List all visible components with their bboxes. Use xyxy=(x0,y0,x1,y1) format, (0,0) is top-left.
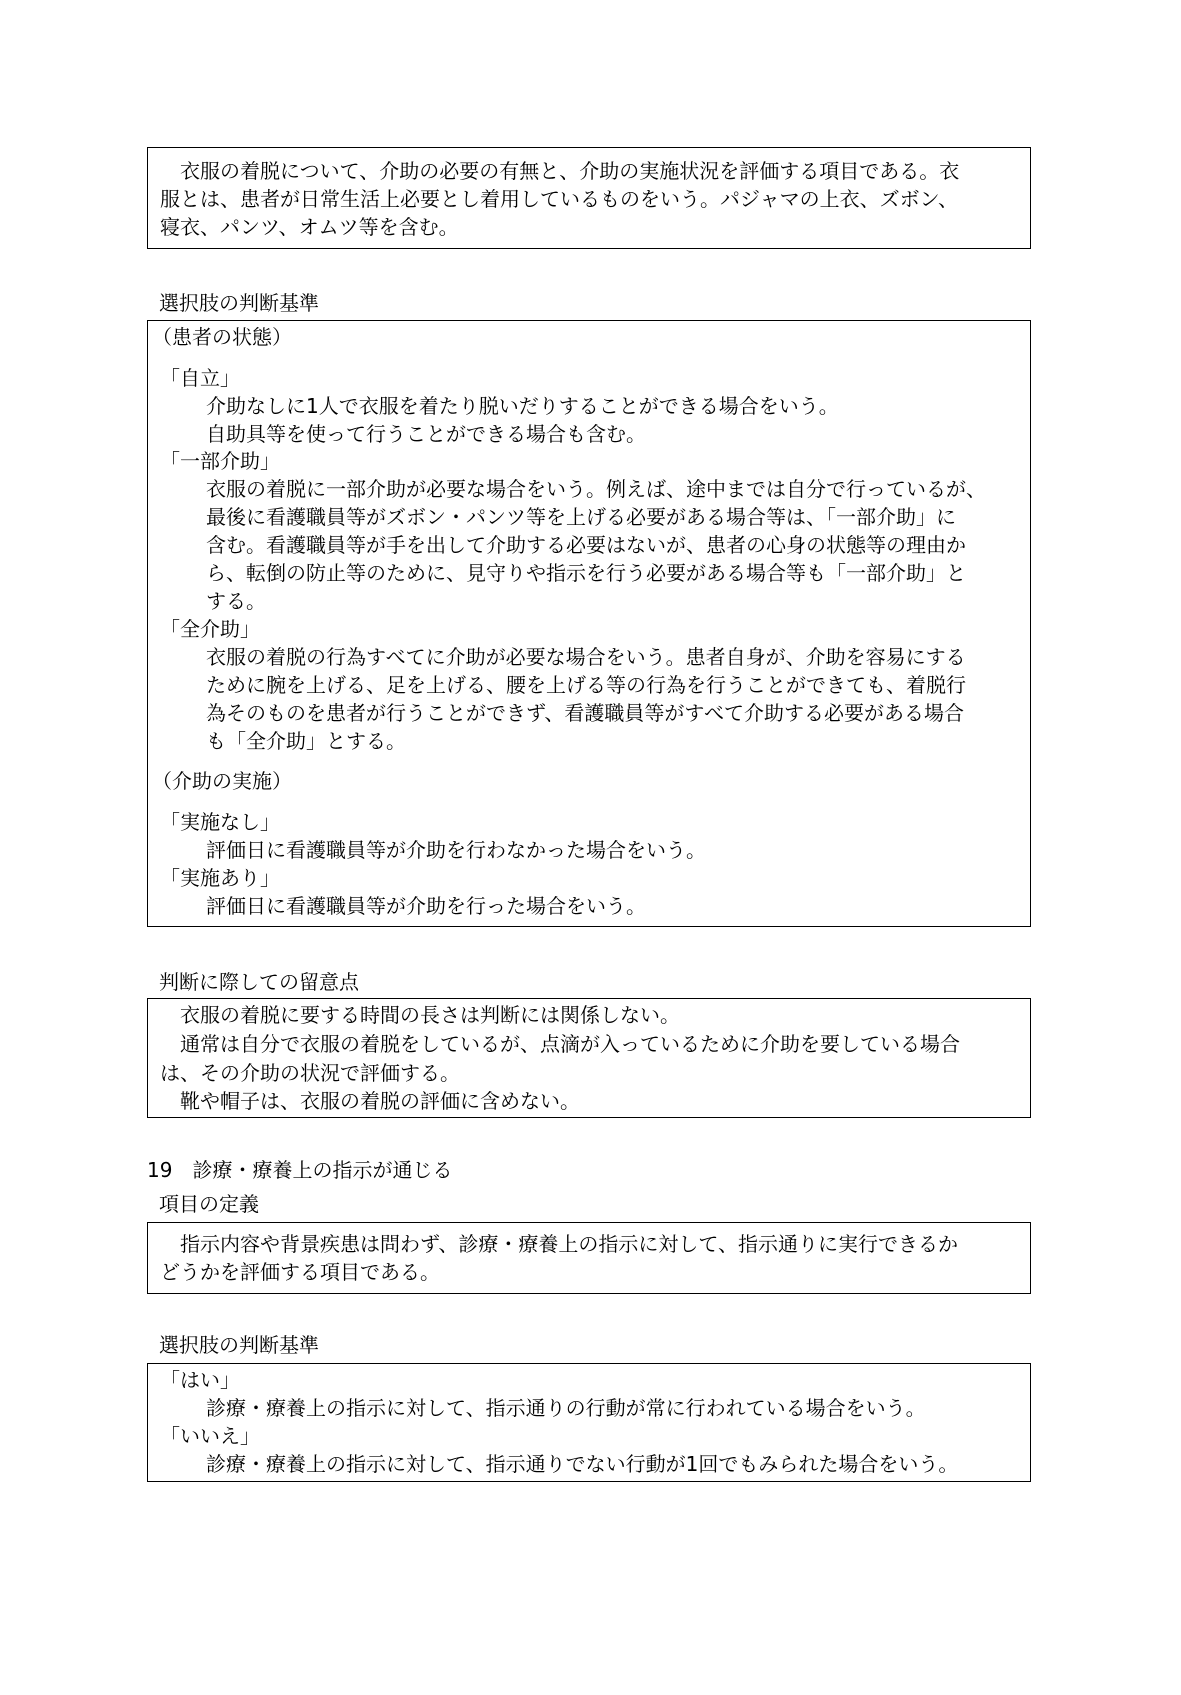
item19-definition-line: どうかを評価する項目である。 xyxy=(160,1260,440,1284)
notes-box xyxy=(147,998,1031,1118)
definition-line: 衣服の着脱について、介助の必要の有無と、介助の実施状況を評価する項目である。衣 xyxy=(160,159,960,183)
jiritsu-line: 介助なしに1人で衣服を着たり脱いだりすることができる場合をいう。 xyxy=(206,394,839,418)
nashi-line: 評価日に看護職員等が介助を行わなかった場合をいう。 xyxy=(206,838,706,862)
item19-criteria-box xyxy=(147,1363,1031,1482)
item19-definition-box xyxy=(147,1222,1031,1294)
ichibu-line: する。 xyxy=(206,589,266,613)
notes-line: 通常は自分で衣服の着脱をしているが、点滴が入っているために介助を要している場合 xyxy=(160,1032,960,1056)
section-heading-notes: 判断に際しての留意点 xyxy=(159,970,359,994)
notes-line: 靴や帽子は、衣服の着脱の評価に含めない。 xyxy=(160,1089,580,1113)
hai-line: 診療・療養上の指示に対して、指示通りの行動が常に行われている場合をいう。 xyxy=(206,1396,926,1420)
item19-definition-heading: 項目の定義 xyxy=(159,1192,259,1216)
zen-line: ために腕を上げる、足を上げる、腰を上げる等の行為を行うことができても、着脱行 xyxy=(206,673,966,697)
iie-line: 診療・療養上の指示に対して、指示通りでない行動が1回でもみられた場合をいう。 xyxy=(206,1452,959,1476)
zen-line: も「全介助」とする。 xyxy=(206,729,406,753)
ichibu-label: 「一部介助」 xyxy=(160,449,280,473)
section-heading-criteria: 選択肢の判断基準 xyxy=(159,291,319,315)
ichibu-line: ら、転倒の防止等のために、見守りや指示を行う必要がある場合等も「一部介助」と xyxy=(206,561,966,585)
definition-line: 寝衣、パンツ、オムツ等を含む。 xyxy=(160,215,459,239)
ari-line: 評価日に看護職員等が介助を行った場合をいう。 xyxy=(206,894,646,918)
ari-label: 「実施あり」 xyxy=(160,866,280,890)
criteria-box xyxy=(147,320,1031,927)
item19-definition-line: 指示内容や背景疾患は問わず、診療・療養上の指示に対して、指示通りに実行できるか xyxy=(160,1232,958,1256)
notes-line: 衣服の着脱に要する時間の長さは判断には関係しない。 xyxy=(160,1003,680,1027)
ichibu-line: 衣服の着脱に一部介助が必要な場合をいう。例えば、途中までは自分で行っているが、 xyxy=(206,477,986,501)
nashi-label: 「実施なし」 xyxy=(160,810,280,834)
implementation-label: （介助の実施） xyxy=(152,769,292,793)
definition-line: 服とは、患者が日常生活上必要とし着用しているものをいう。パジャマの上衣、ズボン、 xyxy=(160,187,958,211)
item19-title: 19 診療・療養上の指示が通じる xyxy=(147,1158,453,1182)
patient-state-label: （患者の状態） xyxy=(152,325,292,349)
zen-line: 為そのものを患者が行うことができず、看護職員等がすべて介助する必要がある場合 xyxy=(206,701,964,725)
ichibu-line: 最後に看護職員等がズボン・パンツ等を上げる必要がある場合等は、「一部介助」に xyxy=(206,505,956,529)
hai-label: 「はい」 xyxy=(160,1368,240,1392)
item19-criteria-heading: 選択肢の判断基準 xyxy=(159,1333,319,1357)
zen-line: 衣服の着脱の行為すべてに介助が必要な場合をいう。患者自身が、介助を容易にする xyxy=(206,645,966,669)
iie-label: 「いいえ」 xyxy=(160,1424,260,1448)
notes-line: は、その介助の状況で評価する。 xyxy=(160,1061,460,1085)
ichibu-line: 含む。看護職員等が手を出して介助する必要はないが、患者の心身の状態等の理由か xyxy=(206,533,966,557)
jiritsu-label: 「自立」 xyxy=(160,366,240,390)
zen-label: 「全介助」 xyxy=(160,617,260,641)
jiritsu-line: 自助具等を使って行うことができる場合も含む。 xyxy=(206,422,646,446)
definition-box xyxy=(147,147,1031,249)
